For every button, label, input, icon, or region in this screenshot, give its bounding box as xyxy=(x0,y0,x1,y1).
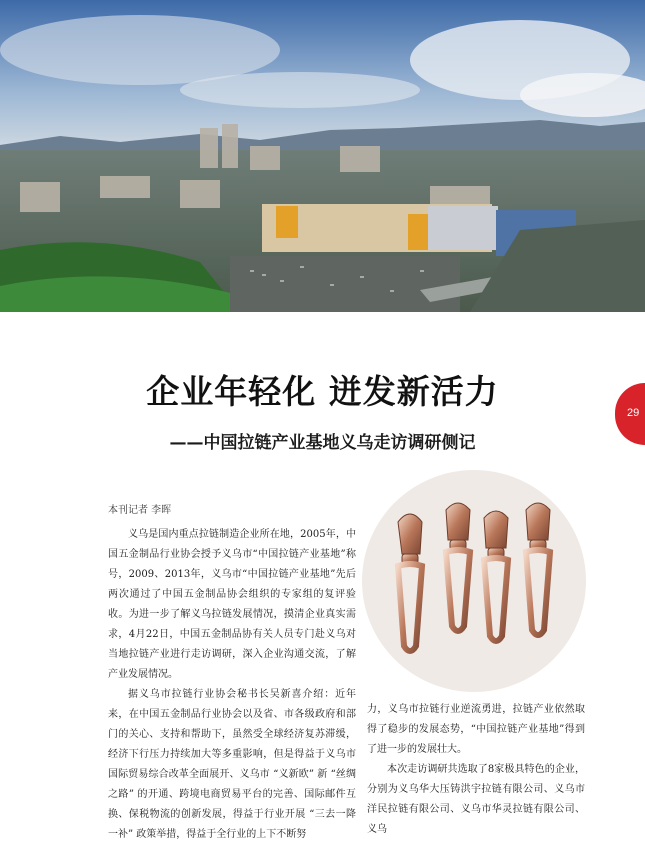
article-subtitle: ——中国拉链产业基地义乌走访调研侧记 xyxy=(169,433,476,453)
zipper-pullers-photo xyxy=(362,470,586,692)
paragraph: 义乌是国内重点拉链制造企业所在地，2005年，中国五金制品行业协会授予义乌市“中国拉链产业基地”称号，2009、2013年，义乌市“中国拉链产业基地”先后两次通过了中国五金制品协会组织的专家组的复评验收。为进一步了解义乌拉链发展情况，摸清企业真实需求，4月22日，中国五金制品协有关人员专门赴义乌对当地拉链产业进行走访调研，深入企业沟通交流，了解产业发展情况。 xyxy=(108,529,356,680)
body-column-right xyxy=(367,700,585,840)
body-column-left xyxy=(108,525,356,845)
byline: 本刊记者 李晖 xyxy=(108,505,172,516)
paragraph: 力，义乌市拉链行业逆流勇进，拉链产业依然取得了稳步的发展态势，“中国拉链产业基地”得到了进一步的发展壮大。 xyxy=(367,704,585,755)
paragraph: 据义乌市拉链行业协会秘书长吴新喜介绍：近年来，在中国五金制品行业协会以及省、市各级政府和部门的关心、支持和帮助下，虽然受全球经济复苏滞缓，经济下行压力持续加大等多重影响，但是得益于义乌市国际贸易综合改革全面展开、义乌市 “义新欧” 新 “丝绸之路” 的开通、跨境电商贸易平台的完善、国际邮件互换、保税物流的创新发展，得益于行业开展 “三去一降一补” 政策举措，得益于全行业的上下不断努 xyxy=(108,689,356,840)
paragraph: 本次走访调研共选取了8家极具特色的企业，分别为义乌华大压铸洪宇拉链有限公司、义乌市洋民拉链有限公司、义乌市华灵拉链有限公司、义乌 xyxy=(367,764,585,835)
article-title: 企业年轻化 迸发新活力 xyxy=(146,372,499,411)
city-aerial-photo xyxy=(0,0,645,312)
page-number: 29 xyxy=(627,407,640,419)
